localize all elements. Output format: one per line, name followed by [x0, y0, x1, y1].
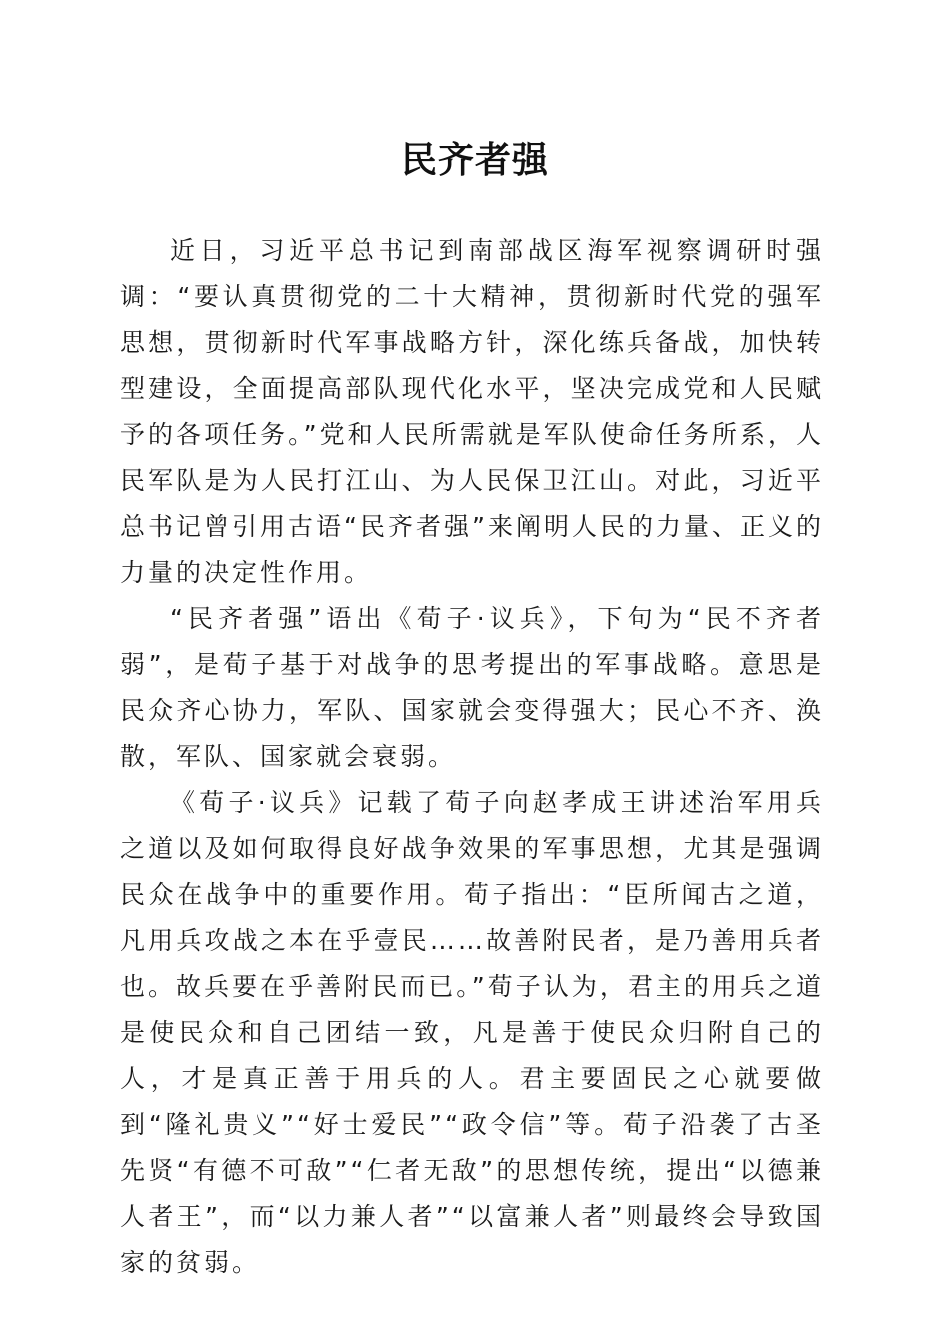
document-body: [120, 228, 824, 1286]
document-title: 民齐者强: [400, 139, 549, 181]
paragraph-2: “民齐者强”语出《荀子·议兵》，下句为“民不齐者弱”，是荀子基于对战争的思考提出的军事战略。意思是民众齐心协力，军队、国家就会变得强大；民心不齐、涣散，军队、国家就会衰弱。: [120, 604, 824, 771]
paragraph-1: 近日，习近平总书记到南部战区海军视察调研时强调：“要认真贯彻党的二十大精神，贯彻新时代党的强军思想，贯彻新时代军事战略方针，深化练兵备战，加快转型建设，全面提高部队现代化水平，坚决完成党和人民赋予的各项任务。”党和人民所需就是军队使命任务所系，人民军队是为人民打江山、为人民保卫江山。对此，习近平总书记曾引用古语“民齐者强”来阐明人民的力量、正义的力量的决定性作用。: [120, 236, 824, 587]
paragraph-3: 《荀子·议兵》记载了荀子向赵孝成王讲述治军用兵之道以及如何取得良好战争效果的军事思想，尤其是强调民众在战争中的重要作用。荀子指出：“臣所闻古之道，凡用兵攻战之本在乎壹民……故善附民者，是乃善用兵者也。故兵要在乎善附民而已。”荀子认为，君主的用兵之道是使民众和自己团结一致，凡是善于使民众归附自己的人，才是真正善于用兵的人。君主要固民之心就要做到“隆礼贵义”“好士爱民”“政令信”等。荀子沿袭了古圣先贤“有德不可敌”“仁者无敌”的思想传统，提出“以德兼人者王”，而“以力兼人者”“以富兼人者”则最终会导致国家的贫弱。: [120, 788, 824, 1277]
